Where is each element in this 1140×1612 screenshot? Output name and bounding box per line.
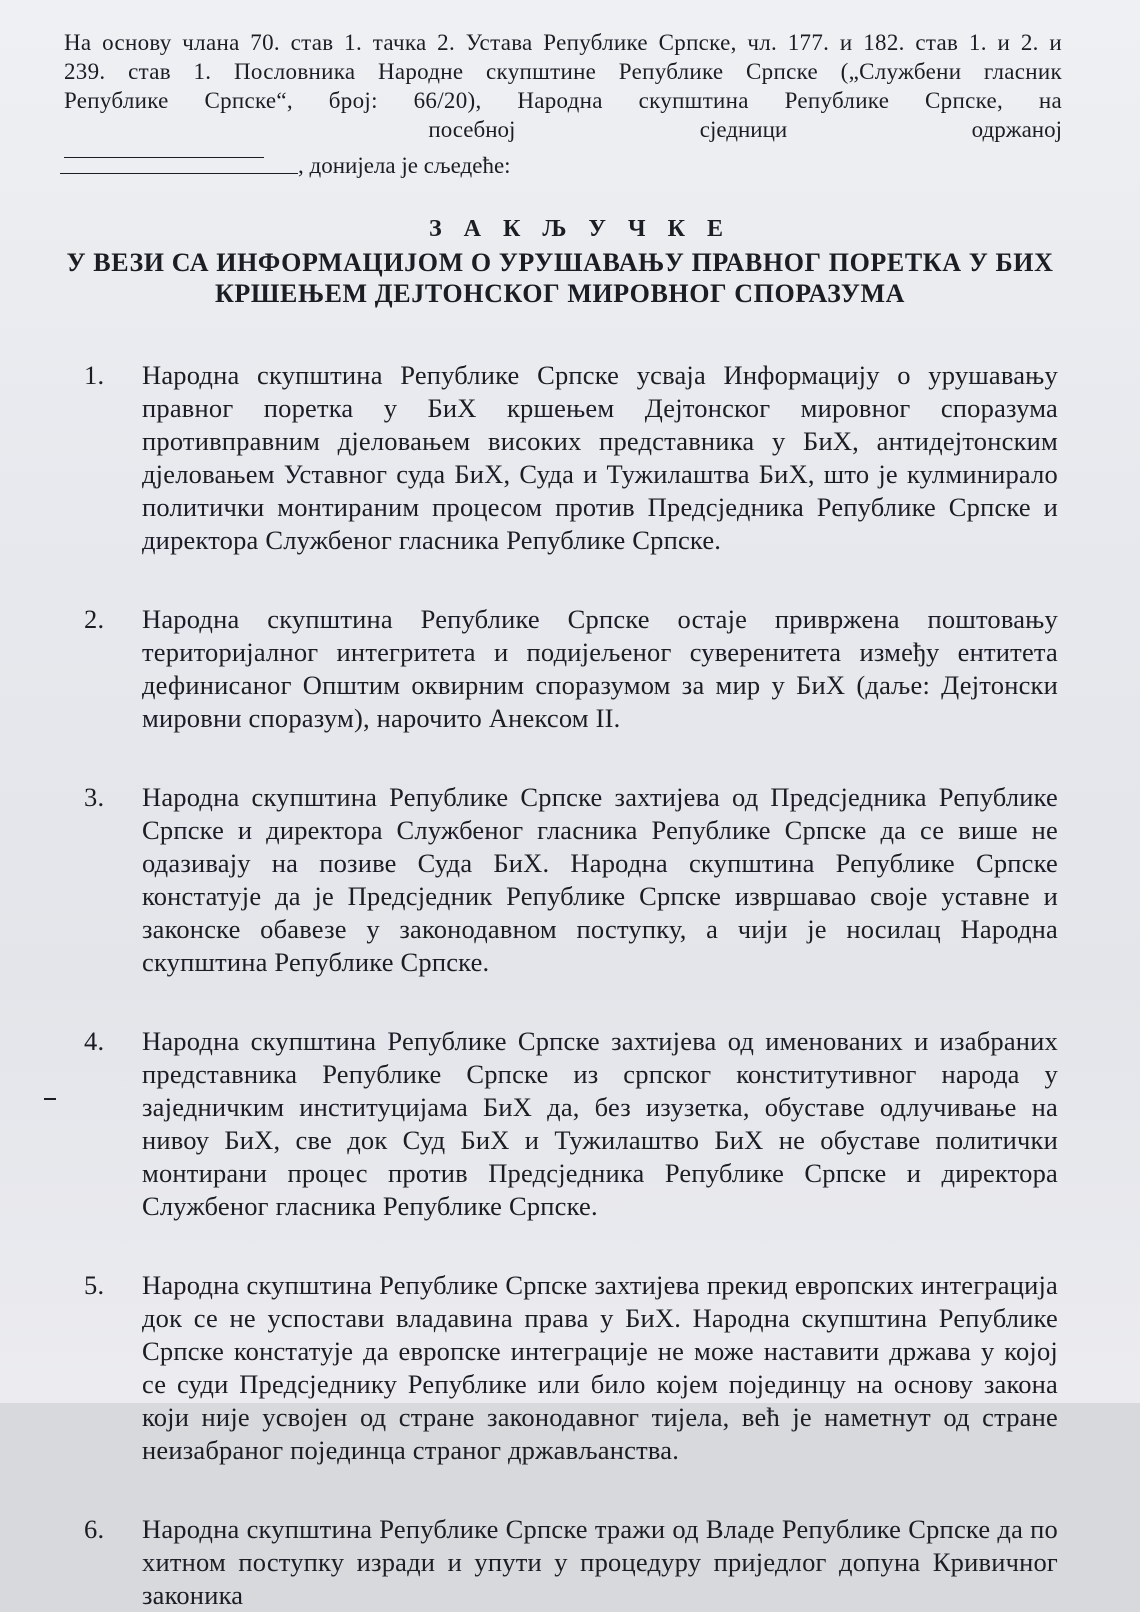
item-text: Народна скупштина Републике Српске захтијева прекид европских интеграција док се не успостави владавина права у БиХ. Народна скупштина Републике Српске констатује да европске интеграције не може наставити држава у којој се суди Предсједнику Републике или било којем појединцу на основу закона који није усвојен од стране законодавног тијела, већ је наметнут од стране неизабраног појединца страног држављанства. xyxy=(142,1270,1058,1465)
preamble-line-3: Републике Српске“, број: 66/20), Народна скупштина Републике Српске, на xyxy=(64,88,1062,113)
item-text: Народна скупштина Републике Српске захтијева од Предсједника Републике Српске и директора Службеног гласника Републике Српске да се више не одазивају на позиве Суда БиХ. Народна скупштина Републике Српске констатује да је Предсједник Републике Српске извршавао своје уставне и законске обавезе у законодавном поступку, а чији је носилац Народна скупштина Републике Српске. xyxy=(142,782,1058,977)
conclusion-item-2 xyxy=(58,603,1062,735)
document-heading xyxy=(58,214,1062,309)
item-number: 3. xyxy=(84,782,105,812)
heading-title: З А К Љ У Ч К Е xyxy=(428,216,732,242)
preamble-adopted: , донијела је сљедеће: xyxy=(298,153,511,178)
item-text: Народна скупштина Републике Српске захтијева од именованих и изабраних представника Републике Српске из српског конститутивног народа у заједничким институцијама БиХ да, без изузетка, обуставе одлучивање на нивоу БиХ, све док Суд БиХ и Тужилаштво БиХ не обуставе политички монтирани процес против Предсједника Републике Српске и директора Службеног гласника Републике Српске. xyxy=(142,1026,1058,1221)
preamble-line-4 xyxy=(64,115,1062,144)
item-number: 5. xyxy=(84,1270,105,1300)
conclusion-item-6 xyxy=(58,1513,1062,1612)
item-number: 1. xyxy=(84,360,105,390)
preamble-word-special: посебној xyxy=(428,117,516,142)
conclusions-list xyxy=(58,359,1062,1612)
blank-line-meeting-type xyxy=(64,156,264,158)
conclusion-item-4 xyxy=(58,1025,1062,1223)
preamble xyxy=(58,28,1062,180)
item-number: 4. xyxy=(84,1026,105,1056)
preamble-line-2: 239. став 1. Пословника Народне скупштине Републике Српске („Службени гласник xyxy=(64,59,1062,84)
item-number: 2. xyxy=(84,604,105,634)
preamble-word-session: сједници xyxy=(699,117,788,142)
preamble-word-held: одржаној xyxy=(971,117,1062,142)
margin-dash-mark xyxy=(44,1098,56,1100)
item-text: Народна скупштина Републике Српске усваја Информацију о урушавању правног поретка у БиХ кршењем Дејтонског мировног споразума противправним дјеловањем високих представника у БиХ, антидејтонским дјеловањем Уставног суда БиХ, Суда и Тужилаштва БиХ, што је кулминирало политички монтираним процесом против Предсједника Републике Српске и директора Службеног гласника Републике Српске. xyxy=(142,360,1058,555)
conclusion-item-1 xyxy=(58,359,1062,557)
item-text: Народна скупштина Републике Српске тражи од Владе Републике Српске да по хитном поступку изради и упути у процедуру приједлог допуна Кривичног законика xyxy=(142,1514,1058,1610)
preamble-line-1: На основу члана 70. став 1. тачка 2. Устава Републике Српске, чл. 177. и 182. став 1. и 2. и xyxy=(64,30,1062,55)
conclusion-item-3 xyxy=(58,781,1062,979)
item-text: Народна скупштина Републике Српске остаје привржена поштовању територијалног интегритета и подијељеног суверенитета између ентитета дефинисаног Општим оквирним споразумом за мир у БиХ (даље: Дејтонски мировни споразум), нарочито Анексом II. xyxy=(142,604,1058,733)
conclusion-item-5 xyxy=(58,1269,1062,1467)
heading-subtitle-line-2: КРШЕЊЕМ ДЕЈТОНСКОГ МИРОВНОГ СПОРАЗУМА xyxy=(214,279,906,308)
item-number: 6. xyxy=(84,1514,105,1544)
blank-line-date xyxy=(60,172,298,174)
heading-subtitle-line-1: У ВЕЗИ СА ИНФОРМАЦИЈОМ О УРУШАВАЊУ ПРАВНОГ ПОРЕТКА У БИХ xyxy=(66,248,1054,277)
